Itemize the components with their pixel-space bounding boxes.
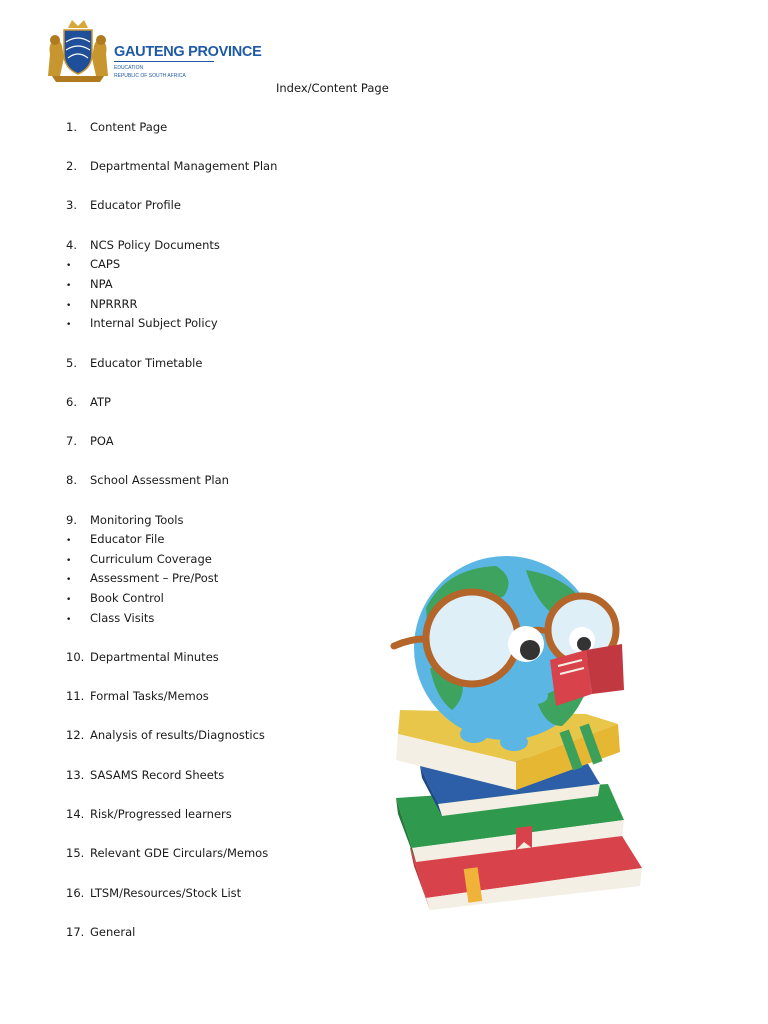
globe-reading-books-illustration — [386, 548, 646, 918]
list-marker: 16. — [66, 886, 85, 900]
list-item-text: NPRRRR — [90, 297, 138, 311]
list-item-text: Departmental Management Plan — [90, 159, 278, 173]
list-item — [66, 512, 183, 528]
list-marker: 9. — [66, 513, 77, 527]
list-marker: 14. — [66, 807, 85, 821]
list-item — [66, 197, 181, 213]
page-title: Index/Content Page — [276, 81, 389, 95]
list-marker: 5. — [66, 356, 77, 370]
list-marker: 2. — [66, 159, 77, 173]
list-item-text: School Assessment Plan — [90, 473, 229, 487]
list-item — [66, 394, 111, 410]
list-item — [66, 315, 218, 331]
list-item — [66, 649, 219, 665]
list-marker: 13. — [66, 768, 85, 782]
list-item — [66, 433, 114, 449]
list-item-text: Assessment – Pre/Post — [90, 571, 219, 585]
list-item-text: Educator File — [90, 532, 165, 546]
list-item — [66, 845, 268, 861]
list-item-text: Content Page — [90, 120, 168, 134]
list-item-text: Relevant GDE Circulars/Memos — [90, 846, 269, 860]
bullet-marker: • — [66, 615, 72, 625]
logo-country: REPUBLIC OF SOUTH AFRICA — [114, 73, 186, 79]
list-item — [66, 158, 277, 174]
bullet-marker: • — [66, 320, 72, 330]
list-item-text: Risk/Progressed learners — [90, 807, 232, 821]
list-marker: 17. — [66, 925, 85, 939]
list-item-text: Curriculum Coverage — [90, 552, 212, 566]
list-item-text: Monitoring Tools — [90, 513, 184, 527]
list-marker: 7. — [66, 434, 77, 448]
list-marker: 3. — [66, 198, 77, 212]
list-item-text: Internal Subject Policy — [90, 316, 218, 330]
list-item-text: SASAMS Record Sheets — [90, 768, 225, 782]
list-item-text: CAPS — [90, 257, 121, 271]
list-item-text: Departmental Minutes — [90, 650, 219, 664]
logo-name: GAUTENG PROVINCE — [114, 44, 262, 60]
list-item — [66, 727, 265, 743]
list-item-text: General — [90, 925, 136, 939]
list-item-text: LTSM/Resources/Stock List — [90, 886, 242, 900]
list-item-text: Educator Profile — [90, 198, 181, 212]
list-item-text: NPA — [90, 277, 113, 291]
list-marker: 15. — [66, 846, 85, 860]
list-item — [66, 767, 224, 783]
list-item-text: ATP — [90, 395, 111, 409]
list-marker: 4. — [66, 238, 77, 252]
list-marker: 12. — [66, 728, 85, 742]
list-item-text: Book Control — [90, 591, 164, 605]
list-item — [66, 531, 164, 547]
gauteng-logo — [44, 16, 262, 86]
list-item — [66, 276, 113, 292]
list-item — [66, 256, 120, 272]
list-item — [66, 924, 135, 940]
list-item — [66, 806, 232, 822]
list-item-text: Formal Tasks/Memos — [90, 689, 209, 703]
list-item — [66, 237, 220, 253]
list-item — [66, 688, 209, 704]
bullet-marker: • — [66, 281, 72, 291]
logo-divider — [114, 61, 214, 62]
bullet-marker: • — [66, 595, 72, 605]
list-item — [66, 296, 138, 312]
bullet-marker: • — [66, 536, 72, 546]
list-marker: 10. — [66, 650, 85, 664]
list-item — [66, 885, 241, 901]
list-marker: 8. — [66, 473, 77, 487]
list-item — [66, 590, 164, 606]
list-item-text: Educator Timetable — [90, 356, 203, 370]
list-item — [66, 570, 218, 586]
list-item — [66, 355, 202, 371]
list-item-text: POA — [90, 434, 114, 448]
bullet-marker: • — [66, 301, 72, 311]
list-item-text: Class Visits — [90, 611, 155, 625]
list-item — [66, 472, 229, 488]
bullet-marker: • — [66, 261, 72, 271]
list-item — [66, 551, 212, 567]
list-item — [66, 119, 167, 135]
bullet-marker: • — [66, 556, 72, 566]
coat-of-arms-icon — [44, 18, 112, 84]
list-marker: 6. — [66, 395, 77, 409]
list-item-text: Analysis of results/Diagnostics — [90, 728, 265, 742]
list-item-text: NCS Policy Documents — [90, 238, 220, 252]
list-item — [66, 610, 154, 626]
bullet-marker: • — [66, 575, 72, 585]
list-marker: 11. — [66, 689, 85, 703]
logo-dept: EDUCATION — [114, 65, 144, 71]
list-marker: 1. — [66, 120, 77, 134]
